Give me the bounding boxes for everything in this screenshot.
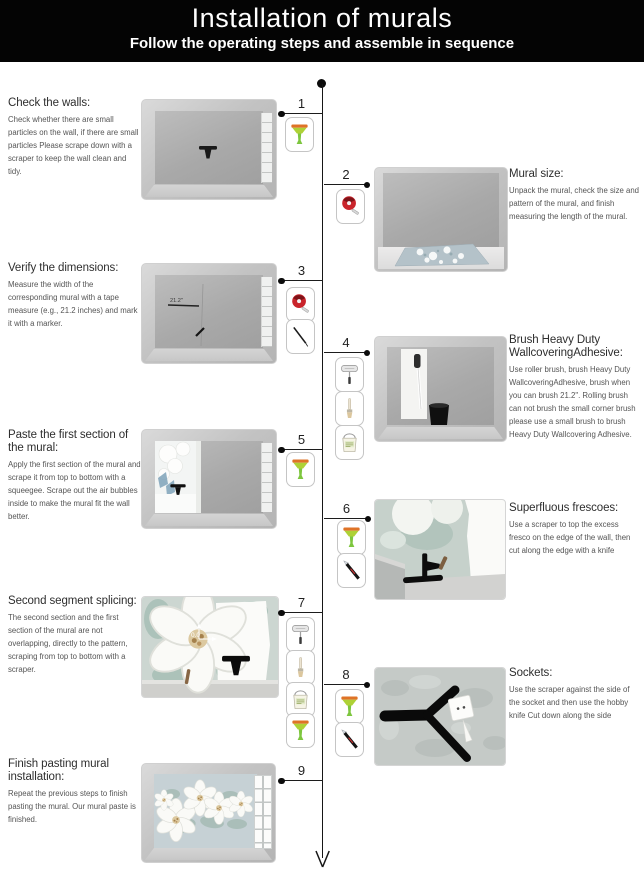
- header: [0, 0, 644, 62]
- measure-label: 21.2": [170, 298, 183, 304]
- step-5-number: 5: [297, 432, 306, 447]
- window: [254, 775, 272, 849]
- step-1-description: Check whether there are small particles on the wall, if there are small particles Please scrape down with a scraper to keep the wall clean and tidy.: [8, 115, 139, 177]
- scraper-icon: [286, 452, 315, 487]
- timeline-end-arrow-icon: [313, 848, 332, 870]
- step-1-title: Check the walls:: [8, 97, 91, 109]
- scraper-icon: [337, 520, 366, 555]
- step-5-description: Apply the first section of the mural and scrape it from top to bottom with a squeegee. Scrape out the air bubbles inside to make the mural fit the wall better.: [8, 460, 141, 522]
- step-4-description: Use roller brush, brush Heavy Duty WallcoveringAdhesive, brush when you can brush 21.2". Rolling brush can not brush the small corner brush please use a small brush to brush Heavy Duty Wallcovering Adhesive.: [509, 365, 636, 440]
- step-7-detail-image: [141, 596, 279, 698]
- step-6-title: Superfluous frescoes:: [509, 502, 619, 514]
- paste-bucket-icon: [286, 682, 315, 717]
- step-2-connector: [324, 167, 368, 189]
- step-3-connector: [280, 263, 323, 285]
- step-5-title: Paste the first section of the mural:: [8, 429, 129, 455]
- step-3-title: Verify the dimensions:: [8, 262, 119, 274]
- step-7-title: Second segment splicing:: [8, 595, 137, 607]
- step-3-description: Measure the width of the corresponding mural with a tape measure (e.g., 21.2 inches) and mark it with a marker.: [8, 280, 138, 329]
- step-9-number: 9: [297, 763, 306, 778]
- step-6-number: 6: [342, 501, 351, 516]
- step-9-title: Finish pasting mural installation:: [8, 758, 109, 784]
- step-6-detail-image: [374, 499, 506, 600]
- timeline-line: [322, 84, 323, 858]
- overlap-label: 0.0: [191, 632, 201, 639]
- step-5-connector: [280, 432, 323, 454]
- step-8-connector: [324, 667, 368, 689]
- step-2-title: Mural size:: [509, 168, 564, 180]
- step-8-description: Use the scraper against the side of the socket and then use the hobby knife Cut down along the side: [509, 685, 630, 721]
- scraper-icon: [335, 689, 364, 724]
- paste-bucket-icon: [335, 425, 364, 460]
- step-5-room-image: [141, 429, 277, 529]
- roller-brush-icon: [335, 357, 364, 392]
- step-9-connector: [280, 763, 323, 785]
- page-title: Installation of murals: [191, 3, 453, 33]
- flat-brush-icon: [335, 391, 364, 426]
- tape-measure-icon: [286, 287, 315, 322]
- hobby-knife-icon: [335, 722, 364, 757]
- roller-brush-icon: [286, 617, 315, 652]
- step-3-number: 3: [297, 263, 306, 278]
- step-8-number: 8: [342, 667, 350, 682]
- scraper-icon: [286, 713, 315, 748]
- step-4-connector: [324, 335, 368, 357]
- marker-icon: [286, 319, 315, 354]
- step-6-description: Use a scraper to top the excess fresco on the edge of the wall, then cut along the edge with a knife: [509, 520, 631, 556]
- step-3-room-image: [141, 263, 277, 364]
- step-4-number: 4: [342, 335, 350, 350]
- page-subtitle: Follow the operating steps and assemble in sequence: [129, 35, 515, 52]
- hobby-knife-icon: [337, 553, 366, 588]
- step-1-room-image: [141, 99, 277, 200]
- step-4-room-image: [374, 336, 507, 442]
- step-9-description: Repeat the previous steps to finish pasting the mural. Our mural paste is finished.: [8, 789, 136, 825]
- step-8-title: Sockets:: [509, 667, 553, 679]
- scraper-icon: [285, 117, 314, 152]
- step-1-number: 1: [297, 96, 306, 111]
- step-2-number: 2: [342, 167, 350, 182]
- step-2-description: Unpack the mural, check the size and pattern of the mural, and finish measuring the length of the mural.: [509, 186, 640, 222]
- step-2-room-image: [374, 167, 508, 272]
- tape-measure-icon: [336, 189, 365, 224]
- step-1-connector: [280, 96, 323, 118]
- flat-brush-icon: [286, 650, 315, 685]
- step-7-number: 7: [297, 595, 306, 610]
- step-8-detail-image: [374, 667, 506, 766]
- step-9-room-image: [141, 763, 276, 863]
- step-7-connector: [280, 595, 323, 617]
- step-4-title: Brush Heavy Duty WallcoveringAdhesive:: [509, 334, 623, 360]
- step-7-description: The second section and the first section of the mural are not overlapping, directly to the pattern, scraping from top to bottom with a scraper.: [8, 613, 128, 675]
